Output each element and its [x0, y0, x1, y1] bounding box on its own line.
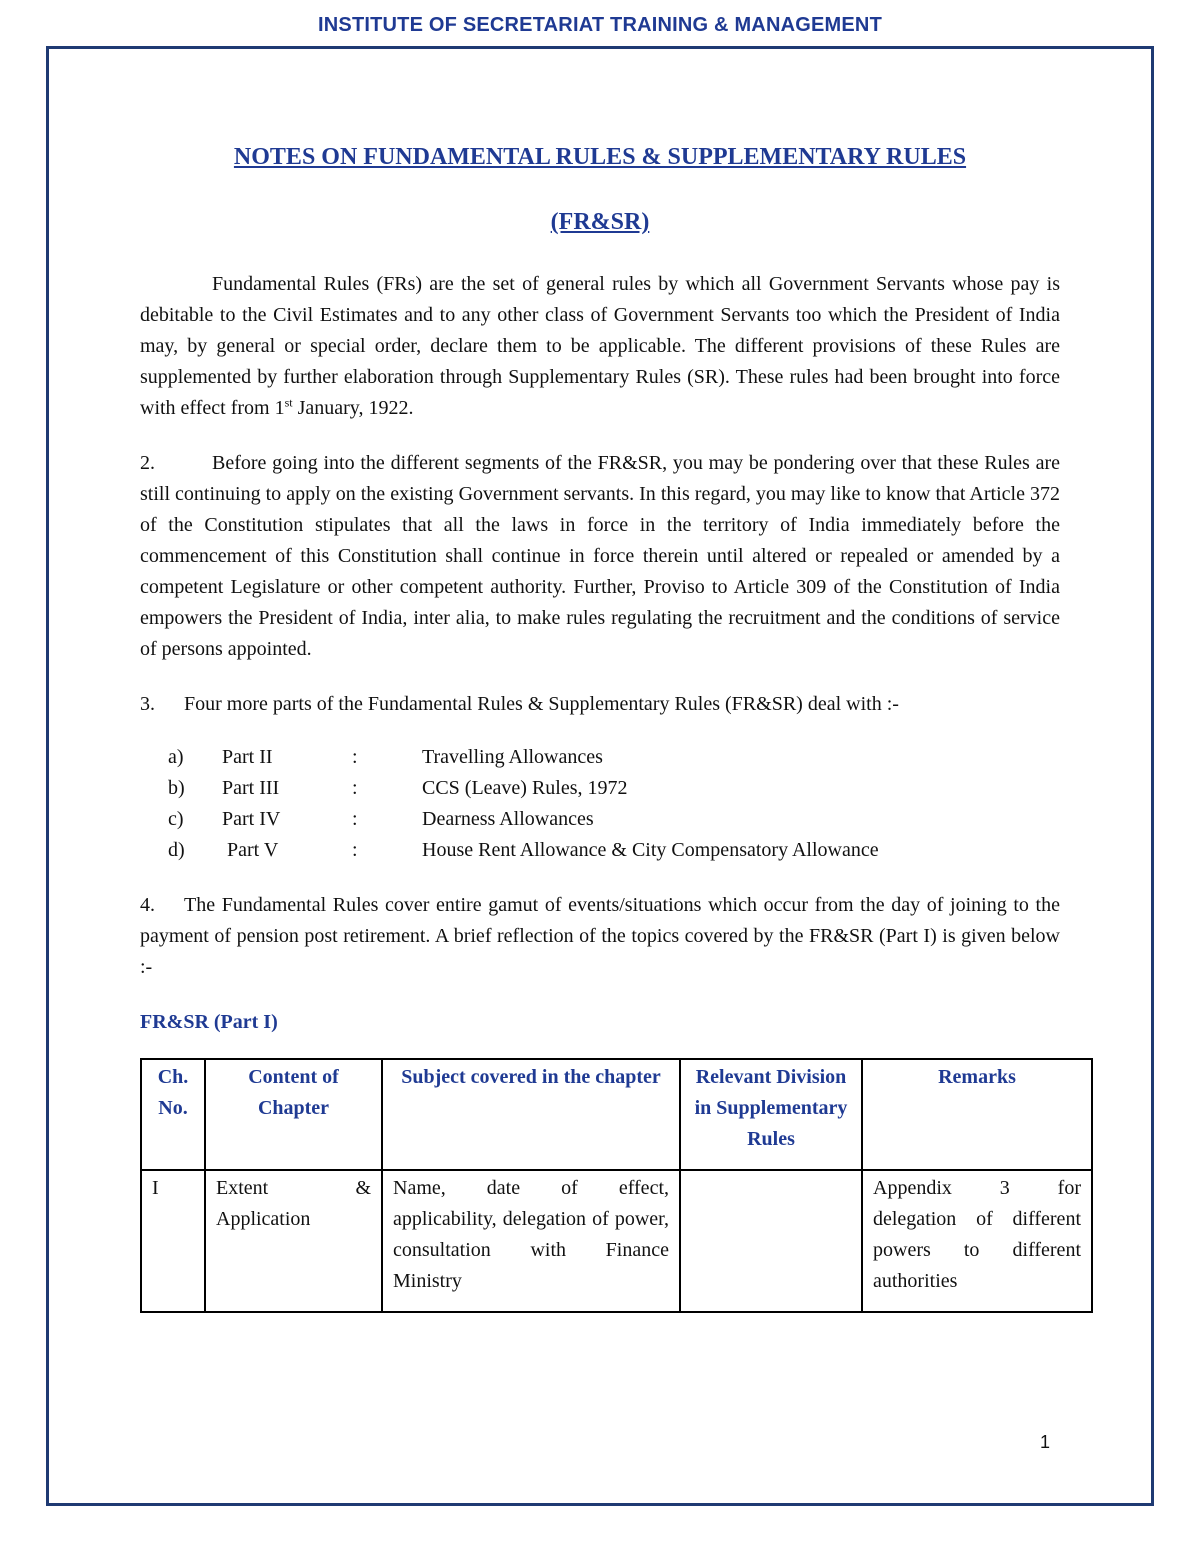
- part-description: House Rent Allowance & City Compensatory Allowance: [422, 839, 879, 861]
- paragraph-1: [140, 269, 1060, 424]
- part-name: Part III: [222, 777, 280, 799]
- separator: :: [352, 746, 358, 768]
- table-header-row: [141, 1059, 1092, 1170]
- table-row: [141, 1170, 1092, 1312]
- column-header: Relevant Division in Supplementary Rules: [680, 1059, 862, 1170]
- institute-header: INSTITUTE OF SECRETARIAT TRAINING & MANAGEMENT: [318, 14, 882, 36]
- list-item: [140, 804, 1060, 835]
- chapters-table: [140, 1058, 1093, 1313]
- table-cell: I: [141, 1170, 205, 1312]
- list-marker: b): [168, 777, 185, 799]
- list-marker: a): [168, 746, 184, 768]
- paragraph-2: [140, 448, 1060, 665]
- table-cell: Name, date of effect, applicability, delegation of power, consultation with Finance Ministry: [382, 1170, 680, 1312]
- paragraph-3-number: 3.: [140, 693, 155, 715]
- part-name: Part IV: [222, 808, 281, 830]
- paragraph-3-text: Four more parts of the Fundamental Rules & Supplementary Rules (FR&SR) deal with :-: [184, 693, 899, 715]
- paragraph-4-text: The Fundamental Rules cover entire gamut of events/situations which occur from the day of joining to the payment of pension post retirement. A brief reflection of the topics covered by the FR&SR (Part I) is given below :-: [140, 894, 1060, 978]
- list-item: [140, 773, 1060, 804]
- paragraph-3: [140, 689, 1060, 720]
- column-header: Remarks: [862, 1059, 1092, 1170]
- document-subtitle: (FR&SR): [550, 209, 650, 235]
- superscript-st: st: [284, 395, 293, 410]
- list-item: [140, 835, 1060, 866]
- column-header: Ch. No.: [141, 1059, 205, 1170]
- separator: :: [352, 808, 358, 830]
- table-cell: [680, 1170, 862, 1312]
- part-description: Travelling Allowances: [422, 746, 603, 768]
- part-name: Part II: [222, 746, 273, 768]
- parts-list: [140, 742, 1060, 866]
- section-title: FR&SR (Part I): [140, 1011, 278, 1033]
- paragraph-2-number: 2.: [140, 452, 155, 474]
- separator: :: [352, 777, 358, 799]
- paragraph-1-tail: January, 1922.: [292, 397, 414, 419]
- separator: :: [352, 839, 358, 861]
- paragraph-4: [140, 890, 1060, 983]
- page-number: 1: [1040, 1432, 1051, 1452]
- paragraph-2-text: Before going into the different segments of the FR&SR, you may be pondering over that these Rules are still continuing to apply on the existing Government servants. In this regard, you may like to know that Article 372 of the Constitution stipulates that all the laws in force in the territory of India immediately before the commencement of this Constitution shall continue in force therein until altered or repealed or amended by a competent Legislature or other competent authority. Further, Proviso to Article 309 of the Constitution of India empowers the President of India, inter alia, to make rules regulating the recruitment and the conditions of service of persons appointed.: [140, 452, 1060, 660]
- list-marker: d): [168, 839, 185, 861]
- list-marker: c): [168, 808, 184, 830]
- paragraph-1-text: Fundamental Rules (FRs) are the set of general rules by which all Government Servants whose pay is debitable to the Civil Estimates and to any other class of Government Servants too which the President of India may, by general or special order, declare them to be applicable. The different provisions of these Rules are supplemented by further elaboration through Supplementary Rules (SR). These rules had been brought into force with effect from 1: [140, 273, 1060, 419]
- column-header: Subject covered in the chapter: [382, 1059, 680, 1170]
- column-header: Content of Chapter: [205, 1059, 382, 1170]
- part-name: Part V: [222, 839, 279, 861]
- document-title: NOTES ON FUNDAMENTAL RULES & SUPPLEMENTARY RULES: [233, 144, 967, 170]
- list-item: [140, 742, 1060, 773]
- part-description: Dearness Allowances: [422, 808, 594, 830]
- part-description: CCS (Leave) Rules, 1972: [422, 777, 628, 799]
- paragraph-4-number: 4.: [140, 894, 155, 916]
- table-cell: Extent & Application: [205, 1170, 382, 1312]
- document-body: [140, 130, 1081, 1313]
- table-cell: Appendix 3 for delegation of different powers to different authorities: [862, 1170, 1092, 1312]
